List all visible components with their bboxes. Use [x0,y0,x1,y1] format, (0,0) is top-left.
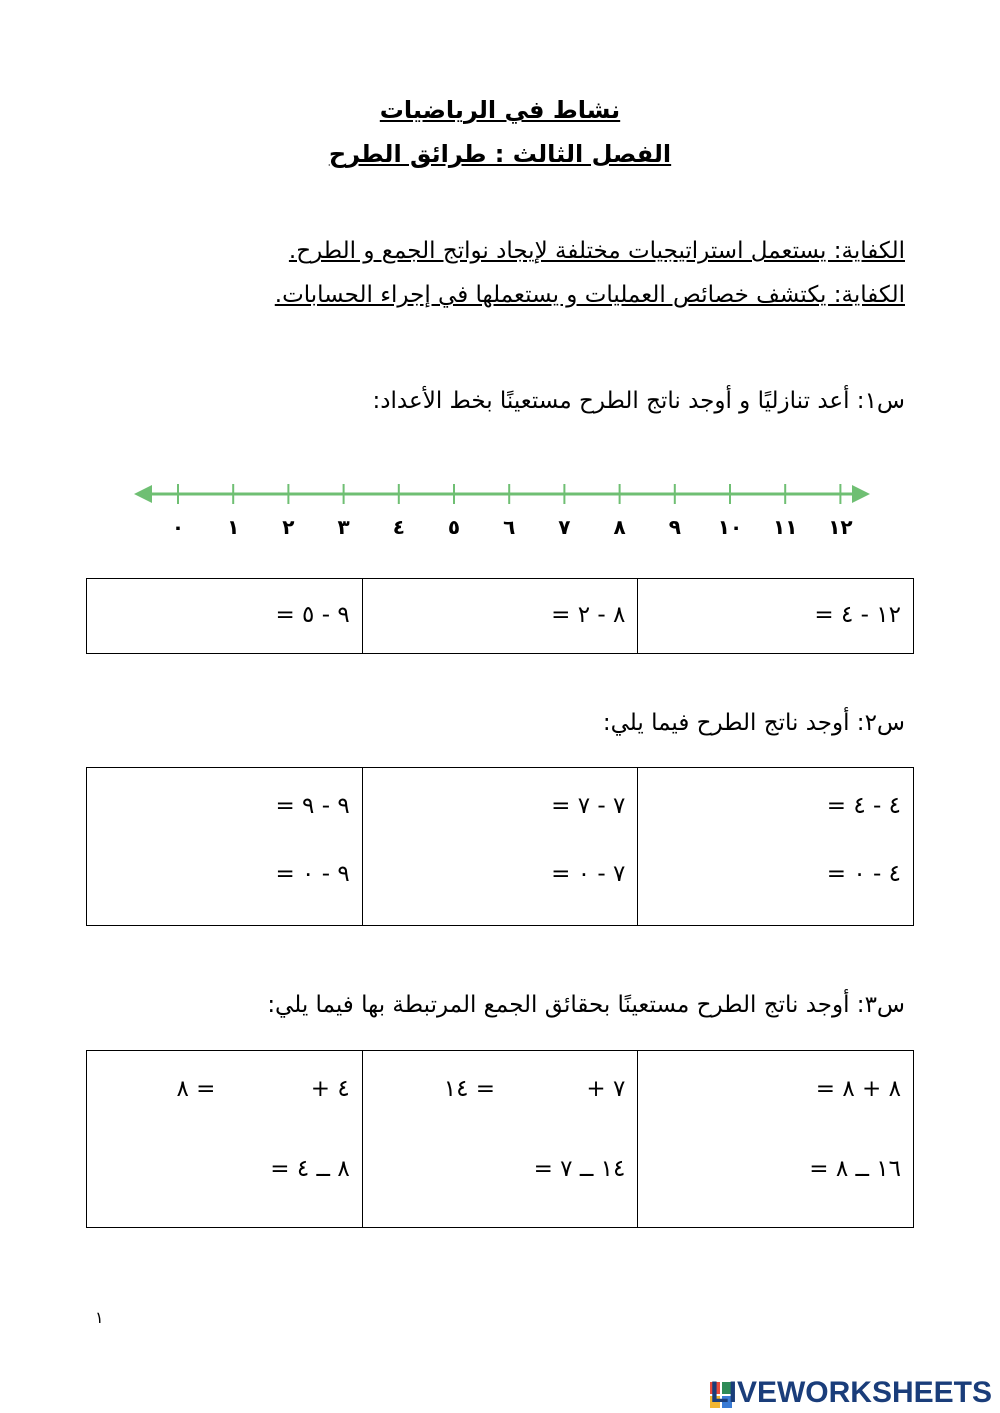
q2-cell-2[interactable] [362,768,638,926]
page-title: نشاط في الرياضيات [379,96,621,124]
q3-cell-2[interactable] [362,1051,638,1228]
q1-cell-3[interactable] [87,579,363,654]
page-number: ١ [95,1308,104,1327]
q2-cell-3[interactable] [87,768,363,926]
competency-2: الكفاية: يكتشف خصائص العمليات و يستعملها في إجراء الحسابات. [274,282,905,308]
number-line-label: ٥ [447,515,461,539]
q2-prompt: س٢: أوجد ناتج الطرح فيما يلي: [602,710,905,736]
q1-cell-1[interactable] [638,579,914,654]
q3-table [86,1050,914,1228]
q2-equation-2a: ٧ - ٧ = [551,793,626,819]
number-line-label: ١ [227,515,240,539]
q2-equation-3a: ٩ - ٩ = [275,793,350,819]
q1-equation-2: ٨ - ٢ = [551,602,626,628]
q3-cell-3[interactable] [87,1051,363,1228]
q3-equation-1-top: ٨ + ٨ = [815,1076,901,1102]
number-line-label: ٤ [392,515,405,539]
q3-equation-2-top: ٧ + [586,1076,626,1102]
q3-prompt: س٣: أوجد ناتج الطرح مستعينًا بحقائق الجمع المرتبطة بها فيما يلي: [267,992,905,1018]
q1-cell-2[interactable] [362,579,638,654]
q3-equation-3-top: ٤ + [310,1076,350,1102]
page-subtitle: الفصل الثالث : طرائق الطرح [328,140,672,168]
number-line-label: ٧ [558,515,571,539]
number-line-label: ٣ [337,515,350,539]
q3-equation-1-bottom: ١٦ ــ ٨ = [809,1156,901,1182]
q2-equation-1a: ٤ - ٤ = [826,793,901,819]
q3-cell-1[interactable] [638,1051,914,1228]
q2-equation-3b: ٩ - ٠ = [275,861,350,887]
q3-result-3-top: = ٨ [176,1076,216,1102]
q2-table [86,767,914,926]
number-line [130,476,875,546]
q2-equation-2b: ٧ - ٠ = [551,861,626,887]
q1-table [86,578,914,654]
liveworksheets-brand[interactable]: LIVEWORKSHEETS [710,1376,992,1409]
competency-1: الكفاية: يستعمل استراتيجيات مختلفة لإيجاد نواتج الجمع و الطرح. [288,238,905,264]
q2-cell-1[interactable] [638,768,914,926]
q3-equation-3-bottom: ٨ ــ ٤ = [270,1156,350,1182]
number-line-label: ٩ [668,515,681,539]
number-line-label: ١٠ [717,515,743,539]
number-line-label: ٦ [503,515,516,539]
q2-equation-1b: ٤ - ٠ = [826,861,901,887]
number-line-label: ١١ [772,515,798,539]
q1-equation-3: ٩ - ٥ = [275,602,350,628]
number-line-left-arrow [134,485,152,503]
q1-equation-1: ١٢ - ٤ = [814,602,901,628]
number-line-label: ٢ [282,515,295,539]
q3-result-2-top: = ١٤ [443,1076,496,1102]
number-line-right-arrow [852,485,870,503]
q1-prompt: س١: أعد تنازليًا و أوجد ناتج الطرح مستعينًا بخط الأعداد: [372,388,905,414]
number-line-label: ١٢ [828,515,853,539]
q3-equation-2-bottom: ١٤ ــ ٧ = [533,1156,626,1182]
number-line-label: ٠ [171,515,185,539]
number-line-label: ٨ [613,515,626,539]
